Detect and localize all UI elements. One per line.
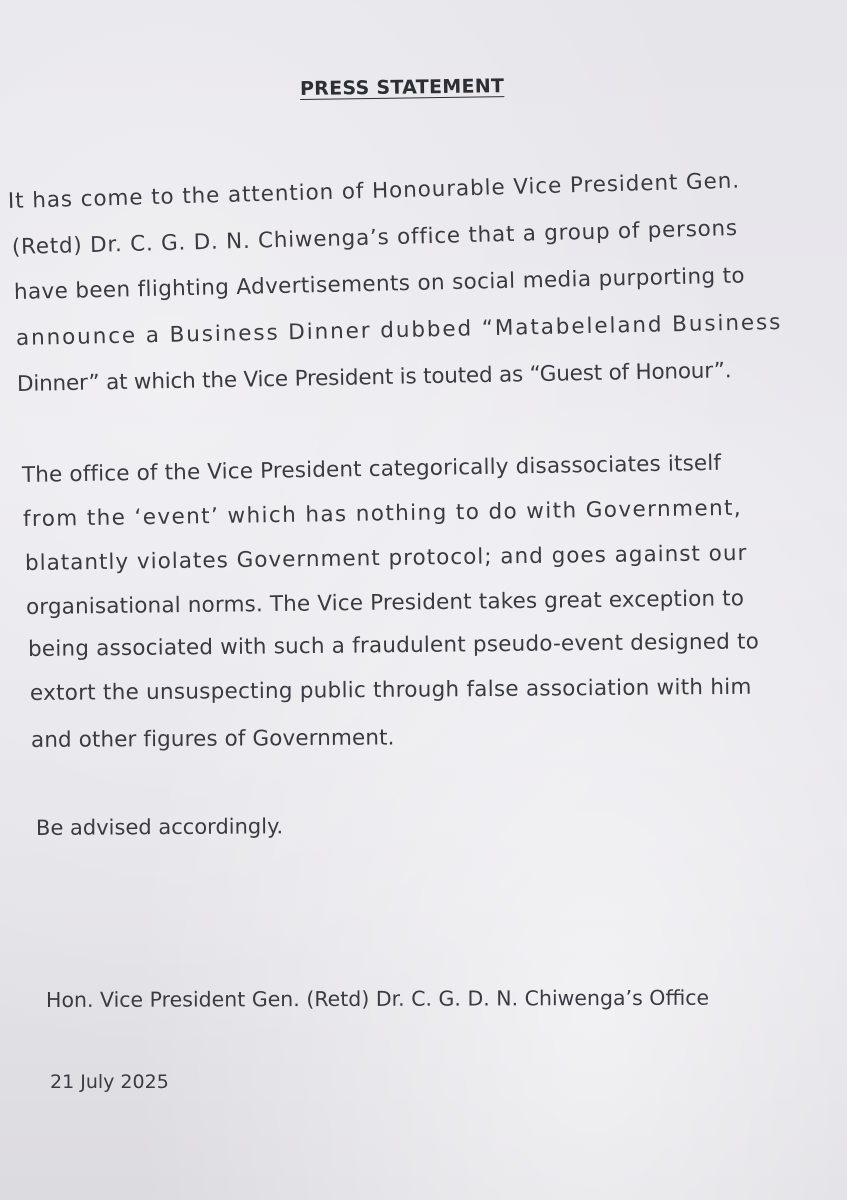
paragraph-line: announce a Business Dinner dubbed “Matabeleland Business [15,309,783,351]
paragraph-line: It has come to the attention of Honourable Vice President Gen. [7,168,741,214]
paragraph-line: being associated with such a fraudulent pseudo-event designed to [27,629,760,662]
paragraph-line: The office of the Vice President categorically disassociates itself [21,450,722,488]
statement-date: 21 July 2025 [50,1071,169,1093]
paragraph-line: extort the unsuspecting public through false association with him [29,674,752,706]
signature-office: Hon. Vice President Gen. (Retd) Dr. C. G. D. N. Chiwenga’s Office [45,985,710,1012]
paragraph-line: from the ‘event’ which has nothing to do with Government, [22,495,743,532]
paragraph-line: (Retd) Dr. C. G. D. N. Chiwenga’s office that a group of persons [11,215,739,260]
page-title: PRESS STATEMENT [299,75,505,100]
paragraph-line: and other figures of Government. [30,725,395,753]
paragraph-line: Dinner” at which the Vice President is touted as “Guest of Honour”. [16,358,732,397]
paragraph-line: blatantly violates Government protocol; and goes against our [24,540,748,576]
paragraph-line: have been flighting Advertisements on social media purporting to [13,263,746,305]
paragraph-line: organisational norms. The Vice President takes great exception to [25,586,745,620]
closing-remark: Be advised accordingly. [35,814,284,840]
